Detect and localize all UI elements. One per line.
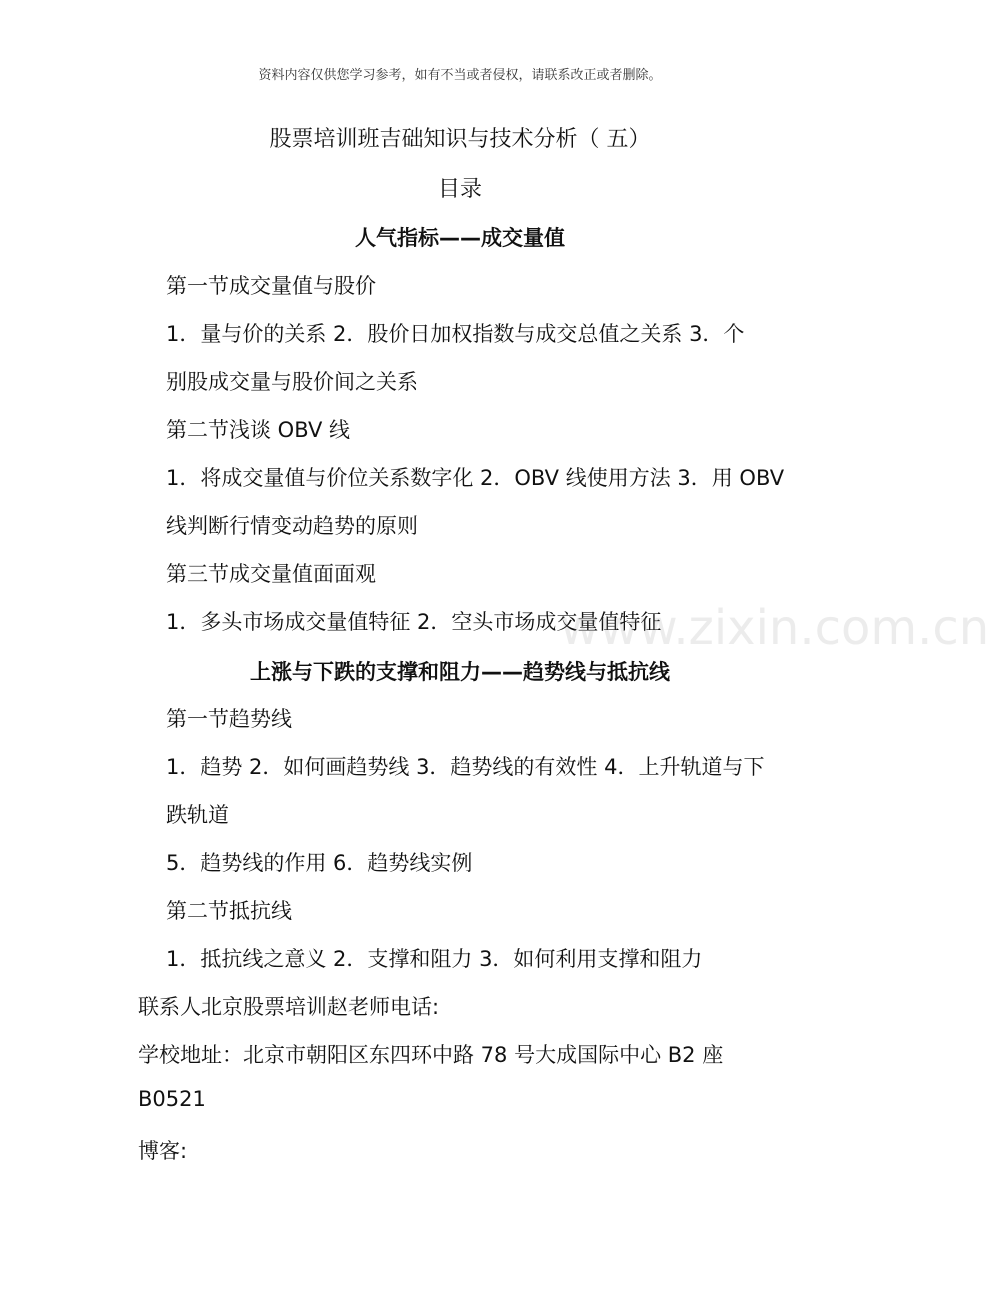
school-address-room: B0521 bbox=[138, 1087, 206, 1111]
section-line: 1．抵抗线之意义 2．支撑和阻力 3．如何利用支撑和阻力 bbox=[166, 947, 703, 971]
section-title: 第三节成交量值面面观 bbox=[166, 562, 376, 586]
watermark: www.zixin.com.cn bbox=[560, 600, 989, 656]
document-title: 股票培训班吉础知识与技术分析（ 五） bbox=[269, 127, 651, 152]
chapter-title: 人气指标——成交量值 bbox=[355, 226, 565, 250]
section-title: 第二节抵抗线 bbox=[166, 899, 292, 923]
contact-person: 联系人北京股票培训赵老师电话: bbox=[138, 995, 440, 1019]
section-title: 第一节趋势线 bbox=[166, 707, 292, 731]
chapter-title: 上涨与下跌的支撑和阻力——趋势线与抵抗线 bbox=[250, 660, 670, 684]
section-line: 线判断行情变动趋势的原则 bbox=[166, 514, 418, 538]
toc-title: 目录 bbox=[437, 177, 482, 202]
section-line: 1．多头市场成交量值特征 2．空头市场成交量值特征 bbox=[166, 610, 662, 634]
section-line: 跌轨道 bbox=[166, 803, 229, 827]
section-line: 1．趋势 2．如何画趋势线 3．趋势线的有效性 4．上升轨道与下 bbox=[166, 755, 765, 779]
disclaimer-header: 资料内容仅供您学习参考，如有不当或者侵权，请联系改正或者删除。 bbox=[258, 68, 662, 83]
school-address: 学校地址：北京市朝阳区东四环中路 78 号大成国际中心 B2 座 bbox=[138, 1043, 724, 1067]
section-title: 第一节成交量值与股价 bbox=[166, 274, 376, 298]
section-line: 1．量与价的关系 2．股价日加权指数与成交总值之关系 3．个 bbox=[166, 322, 745, 346]
section-line: 1．将成交量值与价位关系数字化 2．OBV 线使用方法 3．用 OBV bbox=[166, 466, 785, 490]
section-title: 第二节浅谈 OBV 线 bbox=[166, 418, 351, 442]
section-line: 别股成交量与股价间之关系 bbox=[166, 370, 418, 394]
blog-label: 博客: bbox=[138, 1139, 188, 1163]
section-line: 5．趋势线的作用 6．趋势线实例 bbox=[166, 851, 473, 875]
